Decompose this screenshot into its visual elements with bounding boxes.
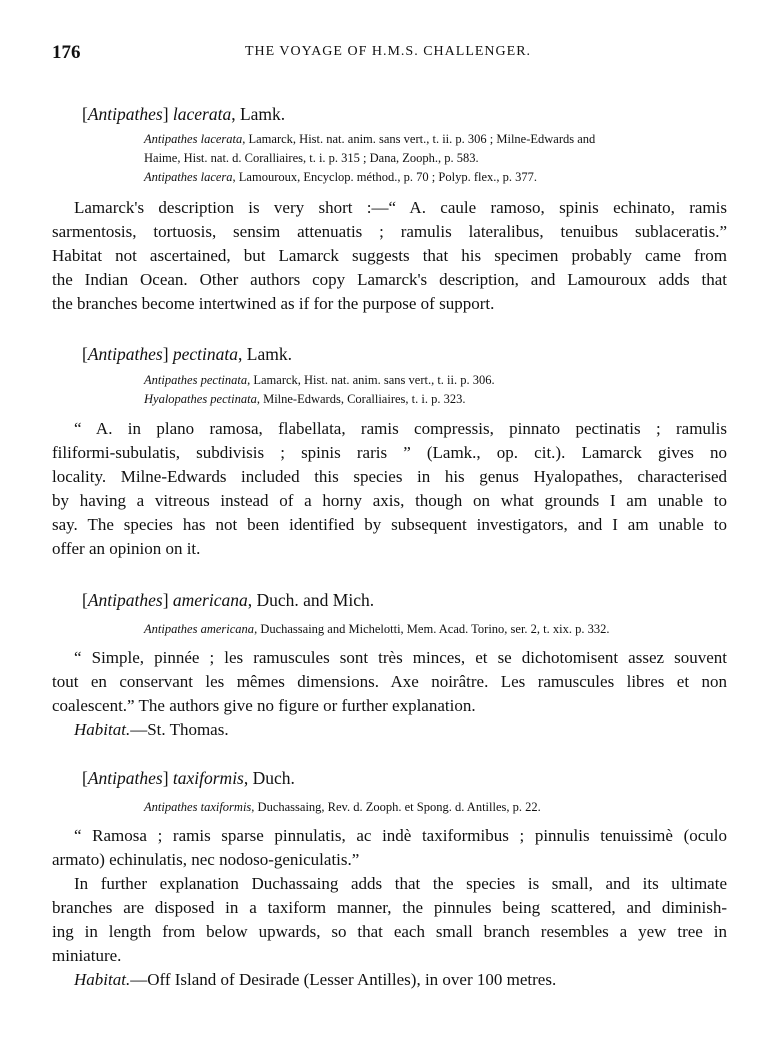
page-header [52, 42, 724, 66]
body-text-line: In further explanation Duchassaing adds that the species is small, and its ultimate [74, 874, 727, 893]
synonym-line: Antipathes americana, Duchassaing and Michelotti, Mem. Acad. Torino, ser. 2, t. xix. p. 332. [144, 622, 610, 636]
synonym-line: Antipathes lacerata, Lamarck, Hist. nat. anim. sans vert., t. ii. p. 306 ; Milne-Edwards and [144, 132, 596, 146]
body-text-line: miniature. [52, 946, 122, 965]
habitat-line: Habitat.—St. Thomas. [74, 720, 229, 739]
body-text-line: “ Simple, pinnée ; les ramuscules sont très minces, et se dichotomisent assez souvent [74, 648, 727, 667]
synonym-line: Antipathes taxiformis, Duchassaing, Rev. d. Zooph. et Spong. d. Antilles, p. 22. [144, 800, 541, 814]
synonym-line: Haime, Hist. nat. d. Coralliaires, t. i. p. 315 ; Dana, Zooph., p. 583. [144, 151, 479, 165]
body-text-line: branches are disposed in a taxiform manner, the pinnules being scattered, and diminish- [52, 898, 727, 917]
synonym-line: Antipathes lacera, Lamouroux, Encyclop. méthod., p. 70 ; Polyp. flex., p. 377. [144, 170, 538, 184]
body-text-line: “ Ramosa ; ramis sparse pinnulatis, ac indè taxiformibus ; pinnulis tenuissimè (oculo [74, 826, 727, 845]
synonym-line: Antipathes pectinata, Lamarck, Hist. nat. anim. sans vert., t. ii. p. 306. [144, 373, 495, 387]
body-text-line: offer an opinion on it. [52, 539, 201, 558]
body-text-line: locality. Milne-Edwards included this species in his genus Hyalopathes, characterised [52, 467, 727, 486]
page-number: 176 [52, 42, 81, 63]
body-text-line: say. The species has not been identified by subsequent investigators, and I am unable to [52, 515, 727, 534]
running-head: THE VOYAGE OF H.M.S. CHALLENGER. [244, 44, 532, 59]
body-text-line: “ A. in plano ramosa, flabellata, ramis compressis, pinnato pectinatis ; ramulis [74, 419, 727, 438]
body-text-line: filiformi-subulatis, subdivisis ; spinis raris ” (Lamk., op. cit.). Lamarck gives no [52, 443, 727, 462]
body-text-line: tout en conservant les mêmes dimensions. Axe noirâtre. Les ramuscules libres et non [52, 672, 727, 691]
species-title: [Antipathes] americana, Duch. and Mich. [82, 590, 375, 610]
body-text-line: Habitat not ascertained, but Lamarck suggests that his specimen probably came from [52, 246, 727, 265]
body-text-line: coalescent.” The authors give no figure or further explanation. [52, 696, 476, 715]
species-title: [Antipathes] pectinata, Lamk. [82, 344, 292, 364]
body-text-line: the branches become intertwined as if for the purpose of support. [52, 294, 495, 313]
body-text-line: armato) echinulatis, nec nodoso-geniculatis.” [52, 850, 360, 869]
synonym-line: Hyalopathes pectinata, Milne-Edwards, Coralliaires, t. i. p. 323. [144, 392, 466, 406]
species-title: [Antipathes] lacerata, Lamk. [82, 104, 286, 124]
habitat-line: Habitat.—Off Island of Desirade (Lesser Antilles), in over 100 metres. [74, 970, 557, 989]
body-text-line: by having a vitreous instead of a horny axis, though on what grounds I am unable to [52, 491, 727, 510]
body-text-line: ing in length from below upwards, so that each small branch resembles a yew tree in [52, 922, 727, 941]
body-text-line: the Indian Ocean. Other authors copy Lamarck's description, and Lamouroux adds that [52, 270, 727, 289]
species-title: [Antipathes] taxiformis, Duch. [82, 768, 295, 788]
body-text-line: Lamarck's description is very short :—“ A. caule ramoso, spinis echinato, ramis [74, 198, 727, 217]
body-text-line: sarmentosis, tortuosis, sensim attenuatis ; ramulis lateralibus, tenuibus sublaceratis.” [52, 222, 727, 241]
